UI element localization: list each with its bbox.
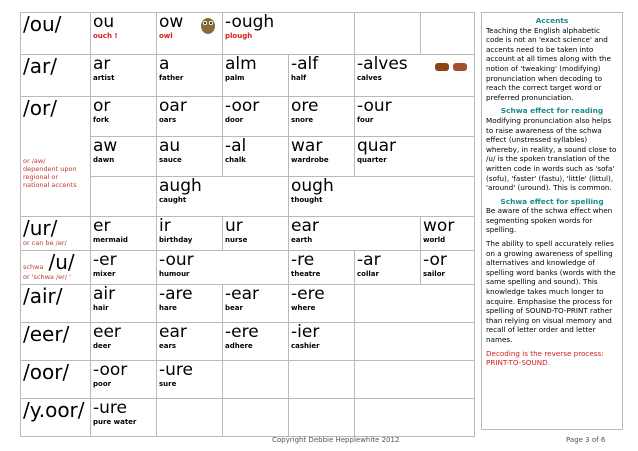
example-word: [225, 74, 288, 83]
row-oor: [21, 361, 475, 399]
grapheme: aw: [93, 136, 118, 156]
grapheme-cell: [289, 361, 355, 399]
grapheme-cell: [157, 13, 223, 55]
example-word-text: wardrobe: [291, 156, 329, 164]
grapheme: ou: [93, 12, 115, 32]
example-word-text: ears: [159, 342, 177, 350]
grapheme-cell: [223, 55, 289, 97]
example-word-text: quarter: [357, 156, 387, 164]
example-word: [93, 304, 156, 313]
phoneme-label: /or/: [23, 96, 57, 120]
owl-icon: [196, 15, 220, 35]
grapheme-cell: [421, 13, 475, 55]
example-word-text: sauce: [159, 156, 182, 164]
example-word-text: poor: [93, 380, 112, 388]
example-word: [93, 380, 156, 389]
grapheme: or: [93, 96, 111, 116]
phoneme-cell: [21, 323, 91, 361]
grapheme-cell: [223, 361, 289, 399]
grapheme: -ar: [357, 250, 381, 270]
grapheme-cell: [223, 13, 355, 55]
example-word: [291, 156, 354, 165]
grapheme: ar: [93, 54, 111, 74]
example-word-text: caught: [159, 196, 187, 204]
grapheme-cell: [289, 251, 355, 285]
example-word: [93, 32, 156, 41]
example-word-text: mixer: [93, 270, 116, 278]
grapheme-cell: [157, 251, 289, 285]
ability-text: The ability to spell accurately relies on a growing awareness of spelling alternatives and knowledge of spelling word banks (words with the same spelling and sound). This knowledge takes much longer to acquire. Emphasise the process for spelling of SOUND-TO-PRINT rather than relying on visual memory and recall of letter order and letter names.: [486, 239, 616, 344]
example-word: [423, 236, 474, 245]
grapheme: ough: [291, 176, 334, 196]
example-word-text: palm: [225, 74, 245, 82]
grapheme-cell: [91, 13, 157, 55]
example-word-text: artist: [93, 74, 115, 82]
grapheme-cell: [355, 399, 475, 437]
example-word: [93, 74, 156, 83]
example-word-text: adhere: [225, 342, 253, 350]
example-word-text: mermaid: [93, 236, 128, 244]
grapheme: -ure: [159, 360, 193, 380]
example-word-text: nurse: [225, 236, 248, 244]
grapheme-cell: [355, 137, 475, 177]
page-number: Page 3 of 6: [566, 436, 606, 444]
example-word-text: where: [291, 304, 316, 312]
example-word-text: chalk: [225, 156, 246, 164]
example-word: [225, 342, 288, 351]
phoneme-cell: [21, 217, 91, 251]
grapheme-cell: [421, 217, 475, 251]
phoneme-cell: [21, 13, 91, 55]
phoneme-cell: [21, 251, 91, 285]
example-word: [291, 74, 354, 83]
grapheme-cell: [223, 97, 289, 137]
phoneme-label: /ur/: [23, 216, 58, 240]
grapheme-cell: [355, 251, 421, 285]
grapheme: ir: [159, 216, 171, 236]
grapheme: -our: [357, 96, 392, 116]
grapheme: -re: [291, 250, 315, 270]
example-word-text: hair: [93, 304, 109, 312]
grapheme-cell: [289, 55, 355, 97]
grapheme-cell: [157, 361, 223, 399]
grapheme: ow: [159, 12, 184, 32]
example-word-text: bear: [225, 304, 243, 312]
note-line: or /aw/: [23, 157, 46, 165]
grapheme-cell: [421, 251, 475, 285]
grapheme-cell: [223, 217, 289, 251]
grapheme: -ure: [93, 398, 127, 418]
example-word: [357, 116, 474, 125]
grapheme: a: [159, 54, 170, 74]
example-word: [159, 116, 222, 125]
note-line: schwa: [23, 263, 44, 271]
phoneme-label: /air/: [23, 284, 63, 308]
schwa-reading-text: Modifying pronunciation also helps to raise awareness of the schwa effect (unstressed syllables) whereby, in reality, a sound close to /u/ is the spoken translation of the written code in words such as 'sofa' (sofu), 'faster' (fastu), 'little' (littul), 'around' (uround). This is common.: [486, 115, 617, 193]
grapheme-cell: [91, 55, 157, 97]
schwa-label: [23, 251, 90, 273]
example-word-text: deer: [93, 342, 111, 350]
example-word: [93, 156, 156, 165]
row-ou: [21, 13, 475, 55]
schwa-spelling-text: Be aware of the schwa effect when segmenting spoken words for spelling.: [486, 206, 613, 235]
grapheme-cell: [223, 285, 289, 323]
example-word-text: thought: [291, 196, 323, 204]
grapheme: er: [93, 216, 111, 236]
grapheme: oar: [159, 96, 187, 116]
grapheme-cell: [157, 285, 223, 323]
example-word-text: calves: [357, 74, 382, 82]
example-word-text: humour: [159, 270, 190, 278]
grapheme-cell: [91, 217, 157, 251]
note-line: regional or: [23, 173, 59, 181]
example-word: [291, 304, 354, 313]
grapheme-cell: [157, 217, 223, 251]
note-line: or can be /er/: [23, 239, 67, 247]
phoneme-label: /eer/: [23, 322, 70, 346]
example-word-text: world: [423, 236, 446, 244]
grapheme: au: [159, 136, 181, 156]
grapheme: -oor: [225, 96, 260, 116]
grapheme: -al: [225, 136, 247, 156]
grapheme: war: [291, 136, 323, 156]
grapheme-cell: [355, 97, 475, 137]
grapheme-cell: [289, 177, 475, 217]
decoding-text: Decoding is the reverse process: PRINT-TO-SOUND.: [486, 348, 604, 368]
example-word: [291, 270, 354, 279]
example-word-text: door: [225, 116, 244, 124]
grapheme-cell: [91, 399, 157, 437]
grapheme: air: [93, 284, 116, 304]
grapheme: -or: [423, 250, 447, 270]
example-word: [225, 304, 288, 313]
grapheme: -alves: [357, 54, 408, 74]
grapheme: quar: [357, 136, 396, 156]
grapheme: ear: [159, 322, 187, 342]
row-air: [21, 285, 475, 323]
example-word-text: snore: [291, 116, 314, 124]
note-line: national accents: [23, 181, 77, 189]
example-word-text: sailor: [423, 270, 445, 278]
example-word-text: theatre: [291, 270, 321, 278]
grapheme: -ere: [225, 322, 259, 342]
example-word-text: collar: [357, 270, 379, 278]
grapheme-cell: [355, 323, 475, 361]
example-word-text: birthday: [159, 236, 193, 244]
example-word-text: sure: [159, 380, 177, 388]
example-word: [93, 270, 156, 279]
grapheme-cell: [157, 137, 223, 177]
note-line: dependent upon: [23, 165, 77, 173]
schwa-spelling-title: Schwa effect for spelling: [500, 196, 604, 206]
example-word: [357, 270, 420, 279]
example-word: [93, 342, 156, 351]
example-word: [93, 418, 156, 427]
grapheme: -ier: [291, 322, 320, 342]
row-ur: [21, 217, 475, 251]
example-word: [291, 342, 354, 351]
grapheme-cell: [289, 323, 355, 361]
grapheme-cell: [157, 323, 223, 361]
example-word: [159, 304, 222, 313]
example-word-text: earth: [291, 236, 313, 244]
row-schwa: [21, 251, 475, 285]
grapheme-cell: [223, 399, 289, 437]
schwa-reading-title: Schwa effect for reading: [500, 106, 604, 116]
grapheme-cell: [355, 55, 475, 97]
example-word-text: hare: [159, 304, 177, 312]
grapheme: -ear: [225, 284, 259, 304]
grapheme: ur: [225, 216, 243, 236]
grapheme-cell: [289, 97, 355, 137]
grapheme-cell: [157, 97, 223, 137]
grapheme-cell: [91, 285, 157, 323]
grapheme: -ere: [291, 284, 325, 304]
grapheme-cell: [355, 361, 475, 399]
note-line: or 'schwa /er/ ': [23, 273, 71, 281]
example-word-text: oars: [159, 116, 177, 124]
row-eer: [21, 323, 475, 361]
example-word-text: owl: [159, 32, 173, 40]
example-word-text: father: [159, 74, 184, 82]
accents-title: Accents: [535, 16, 569, 25]
grapheme: -er: [93, 250, 117, 270]
grapheme-cell: [157, 399, 223, 437]
example-word: [291, 116, 354, 125]
grapheme-cell: [289, 399, 355, 437]
grapheme: augh: [159, 176, 202, 196]
example-word: [225, 236, 288, 245]
example-word-text: half: [291, 74, 307, 82]
grapheme-cell: [289, 217, 421, 251]
phoneme-cell: [21, 97, 91, 217]
example-word-text: pure water: [93, 418, 137, 426]
example-word-text: four: [357, 116, 374, 124]
accents-text: Teaching the English alphabetic code is not an 'exact science' and accents need to be taken into account at all times along with the notion of 'tweaking' (modifying) pronunciation when decoding to reach the correct target word or preferred pronunciation.: [486, 25, 611, 102]
grapheme-cell: [355, 285, 475, 323]
calves-icon: [432, 57, 472, 77]
phoneme-cell: [21, 55, 91, 97]
phoneme-label: /u/: [48, 250, 75, 274]
grapheme-cell: [91, 323, 157, 361]
example-word-text: plough: [225, 32, 253, 40]
grapheme-cell: [223, 323, 289, 361]
accent-note: [23, 157, 90, 189]
grapheme-cell: [223, 137, 289, 177]
grapheme: wor: [423, 216, 455, 236]
notes-panel: [481, 12, 623, 430]
grapheme-cell: [91, 97, 157, 137]
grapheme-cell: [289, 137, 355, 177]
grapheme-cell: [91, 137, 157, 177]
example-word: [159, 156, 222, 165]
grapheme: ore: [291, 96, 319, 116]
phoneme-cell: [21, 361, 91, 399]
phoneme-label: /ar/: [23, 54, 57, 78]
grapheme-cell: [157, 55, 223, 97]
example-word: [291, 236, 420, 245]
phoneme-grapheme-grid: [20, 12, 475, 437]
grapheme-cell: [91, 251, 157, 285]
example-word: [291, 196, 474, 205]
grapheme: -are: [159, 284, 193, 304]
example-word: [159, 270, 288, 279]
grapheme: eer: [93, 322, 121, 342]
example-word-text: ouch !: [93, 32, 118, 40]
row-yoor: [21, 399, 475, 437]
example-word: [93, 116, 156, 125]
example-word: [93, 236, 156, 245]
phoneme-cell: [21, 399, 91, 437]
example-word: [159, 74, 222, 83]
grapheme: -alf: [291, 54, 319, 74]
grapheme-cell: [91, 361, 157, 399]
example-word: [225, 116, 288, 125]
grapheme-cell: [289, 285, 355, 323]
grapheme-cell: [91, 177, 157, 217]
example-word: [159, 196, 288, 205]
phoneme-cell: [21, 285, 91, 323]
phoneme-label: /oor/: [23, 360, 70, 384]
example-word: [423, 270, 474, 279]
grapheme-cell: [355, 13, 421, 55]
grapheme: -oor: [93, 360, 128, 380]
example-word: [159, 236, 222, 245]
row-ar: [21, 55, 475, 97]
grapheme: alm: [225, 54, 257, 74]
example-word-text: dawn: [93, 156, 115, 164]
grapheme-cell: [157, 177, 289, 217]
example-word: [225, 156, 288, 165]
example-word: [225, 32, 354, 41]
grapheme: ear: [291, 216, 319, 236]
copyright: Copyright Debbie Hepplewhite 2012: [272, 436, 400, 444]
example-word: [159, 342, 222, 351]
example-word-text: cashier: [291, 342, 320, 350]
grapheme: -ough: [225, 12, 275, 32]
example-word: [357, 156, 474, 165]
phoneme-label: /y.oor/: [23, 398, 85, 422]
row-or: [21, 97, 475, 137]
grapheme: -our: [159, 250, 194, 270]
example-word-text: fork: [93, 116, 109, 124]
phoneme-label: /ou/: [23, 12, 62, 36]
example-word: [159, 380, 222, 389]
